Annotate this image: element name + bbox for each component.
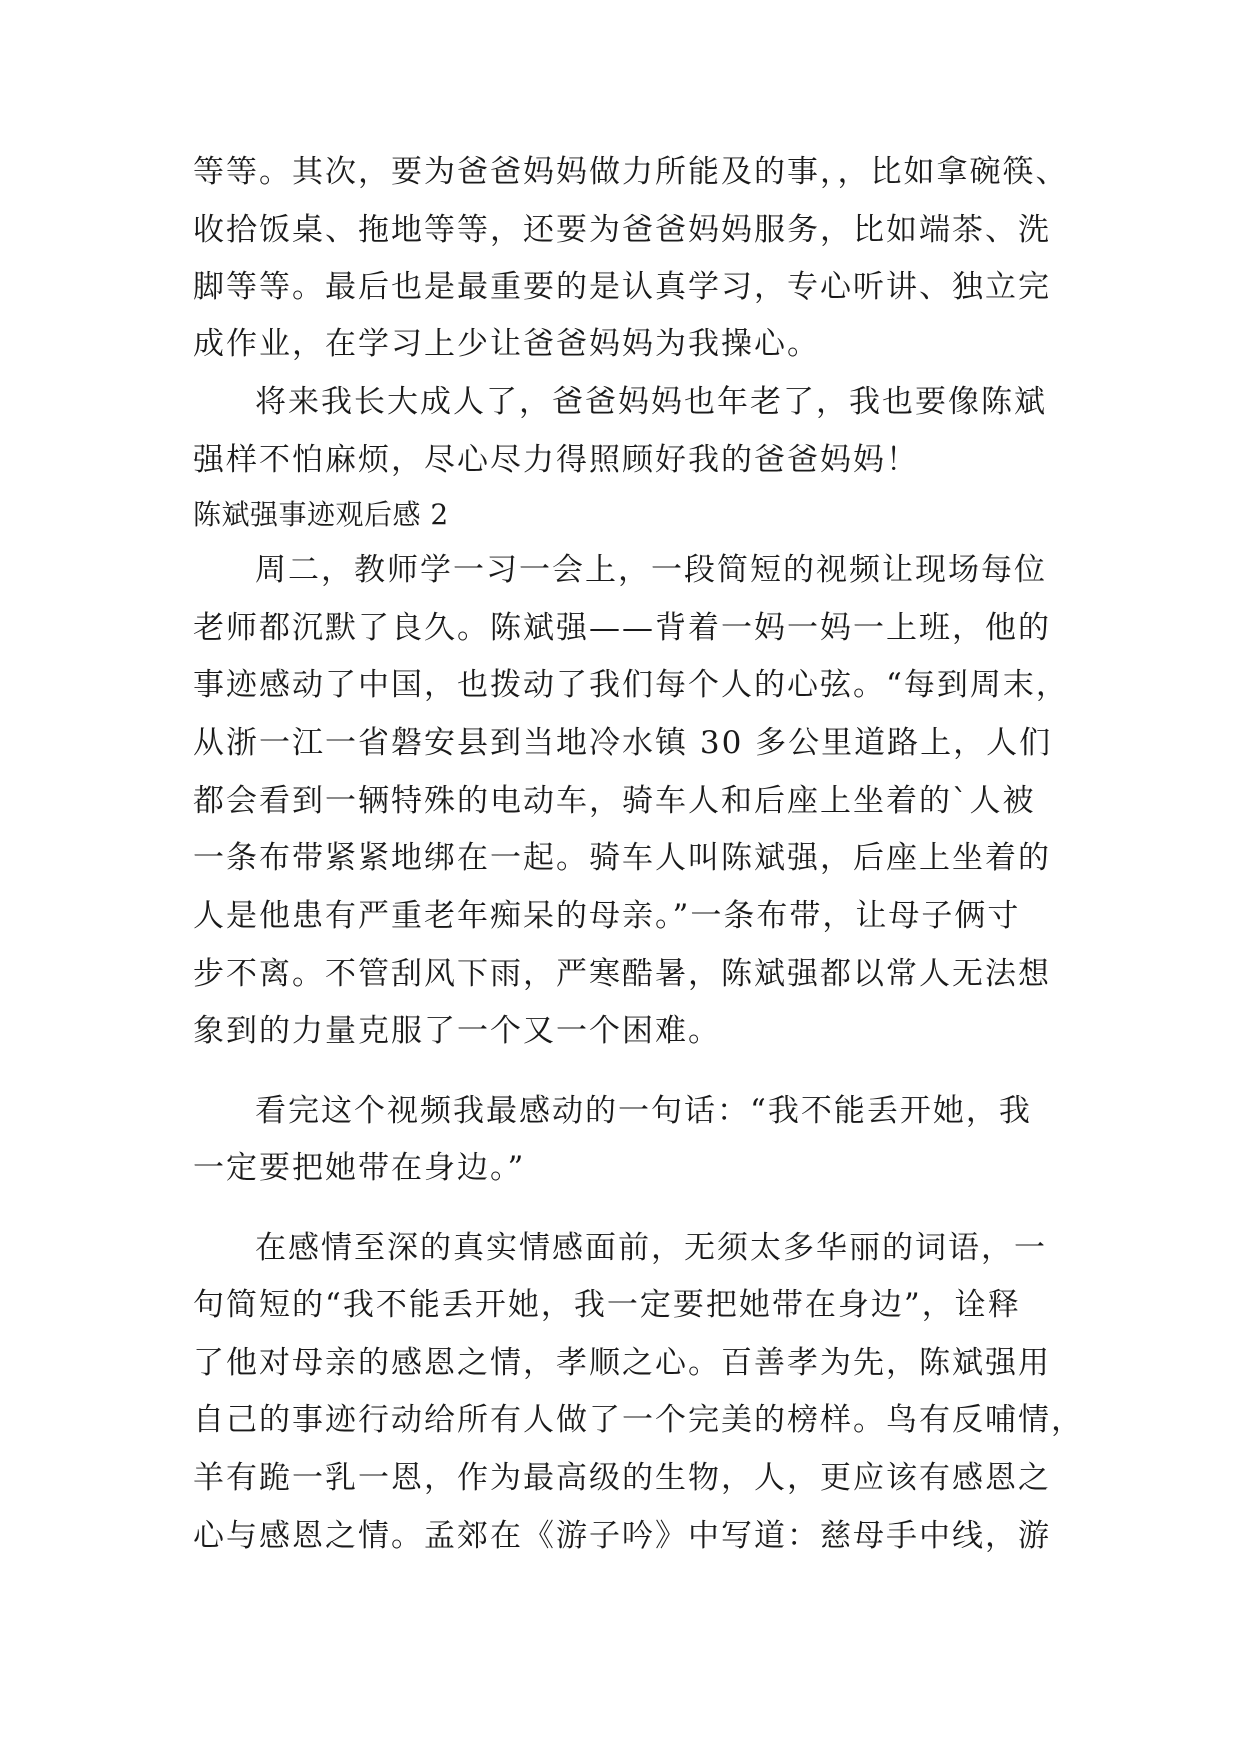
text-line: 周二，教师学一习一会上，一段简短的视频让现场每位 (255, 552, 1047, 588)
text-line: 强样不怕麻烦，尽心尽力得照顾好我的爸爸妈妈！ (193, 442, 919, 478)
text-line: 人是他患有严重老年痴呆的母亲。”一条布带，让母子俩寸 (193, 898, 1021, 934)
text-line: 都会看到一辆特殊的电动车，骑车人和后座上坐着的`人被 (193, 783, 1036, 819)
text-line: 羊有跪一乳一恩，作为最高级的生物，人，更应该有感恩之 (193, 1460, 1051, 1496)
text-line: 一定要把她带在身边。” (193, 1150, 526, 1186)
text-line: 句简短的“我不能丢开她，我一定要把她带在身边”，诠释 (193, 1287, 1021, 1323)
text-line: 象到的力量克服了一个又一个困难。 (193, 1013, 721, 1049)
text-line: 收拾饭桌、拖地等等，还要为爸爸妈妈服务，比如端茶、洗 (193, 212, 1051, 248)
text-line: 自己的事迹行动给所有人做了一个完美的榜样。鸟有反哺情， (193, 1402, 1084, 1438)
section-title: 陈斌强事迹观后感 2 (193, 498, 449, 531)
text-line: 事迹感动了中国，也拨动了我们每个人的心弦。“每到周末， (193, 667, 1069, 703)
text-line: 老师都沉默了良久。陈斌强——背着一妈一妈一上班，他的 (193, 610, 1051, 646)
text-line: 看完这个视频我最感动的一句话：“我不能丢开她，我 (255, 1093, 1032, 1129)
text-line: 心与感恩之情。孟郊在《游子吟》中写道：慈母手中线，游 (193, 1518, 1051, 1554)
text-line: 一条布带紧紧地绑在一起。骑车人叫陈斌强，后座上坐着的 (193, 840, 1051, 876)
text-line: 等等。其次，要为爸爸妈妈做力所能及的事，，比如拿碗筷、 (193, 154, 1069, 190)
text-line: 成作业，在学习上少让爸爸妈妈为我操心。 (193, 326, 820, 362)
text-line: 在感情至深的真实情感面前，无须太多华丽的词语，一 (255, 1230, 1047, 1266)
text-line: 脚等等。最后也是最重要的是认真学习，专心听讲、独立完 (193, 269, 1051, 305)
text-line: 步不离。不管刮风下雨，严寒酷暑，陈斌强都以常人无法想 (193, 956, 1051, 992)
text-line: 将来我长大成人了，爸爸妈妈也年老了，我也要像陈斌 (255, 384, 1047, 420)
text-line: 从浙一江一省磐安县到当地冷水镇 30 多公里道路上，人们 (193, 725, 1053, 761)
text-line: 了他对母亲的感恩之情，孝顺之心。百善孝为先，陈斌强用 (193, 1345, 1051, 1381)
